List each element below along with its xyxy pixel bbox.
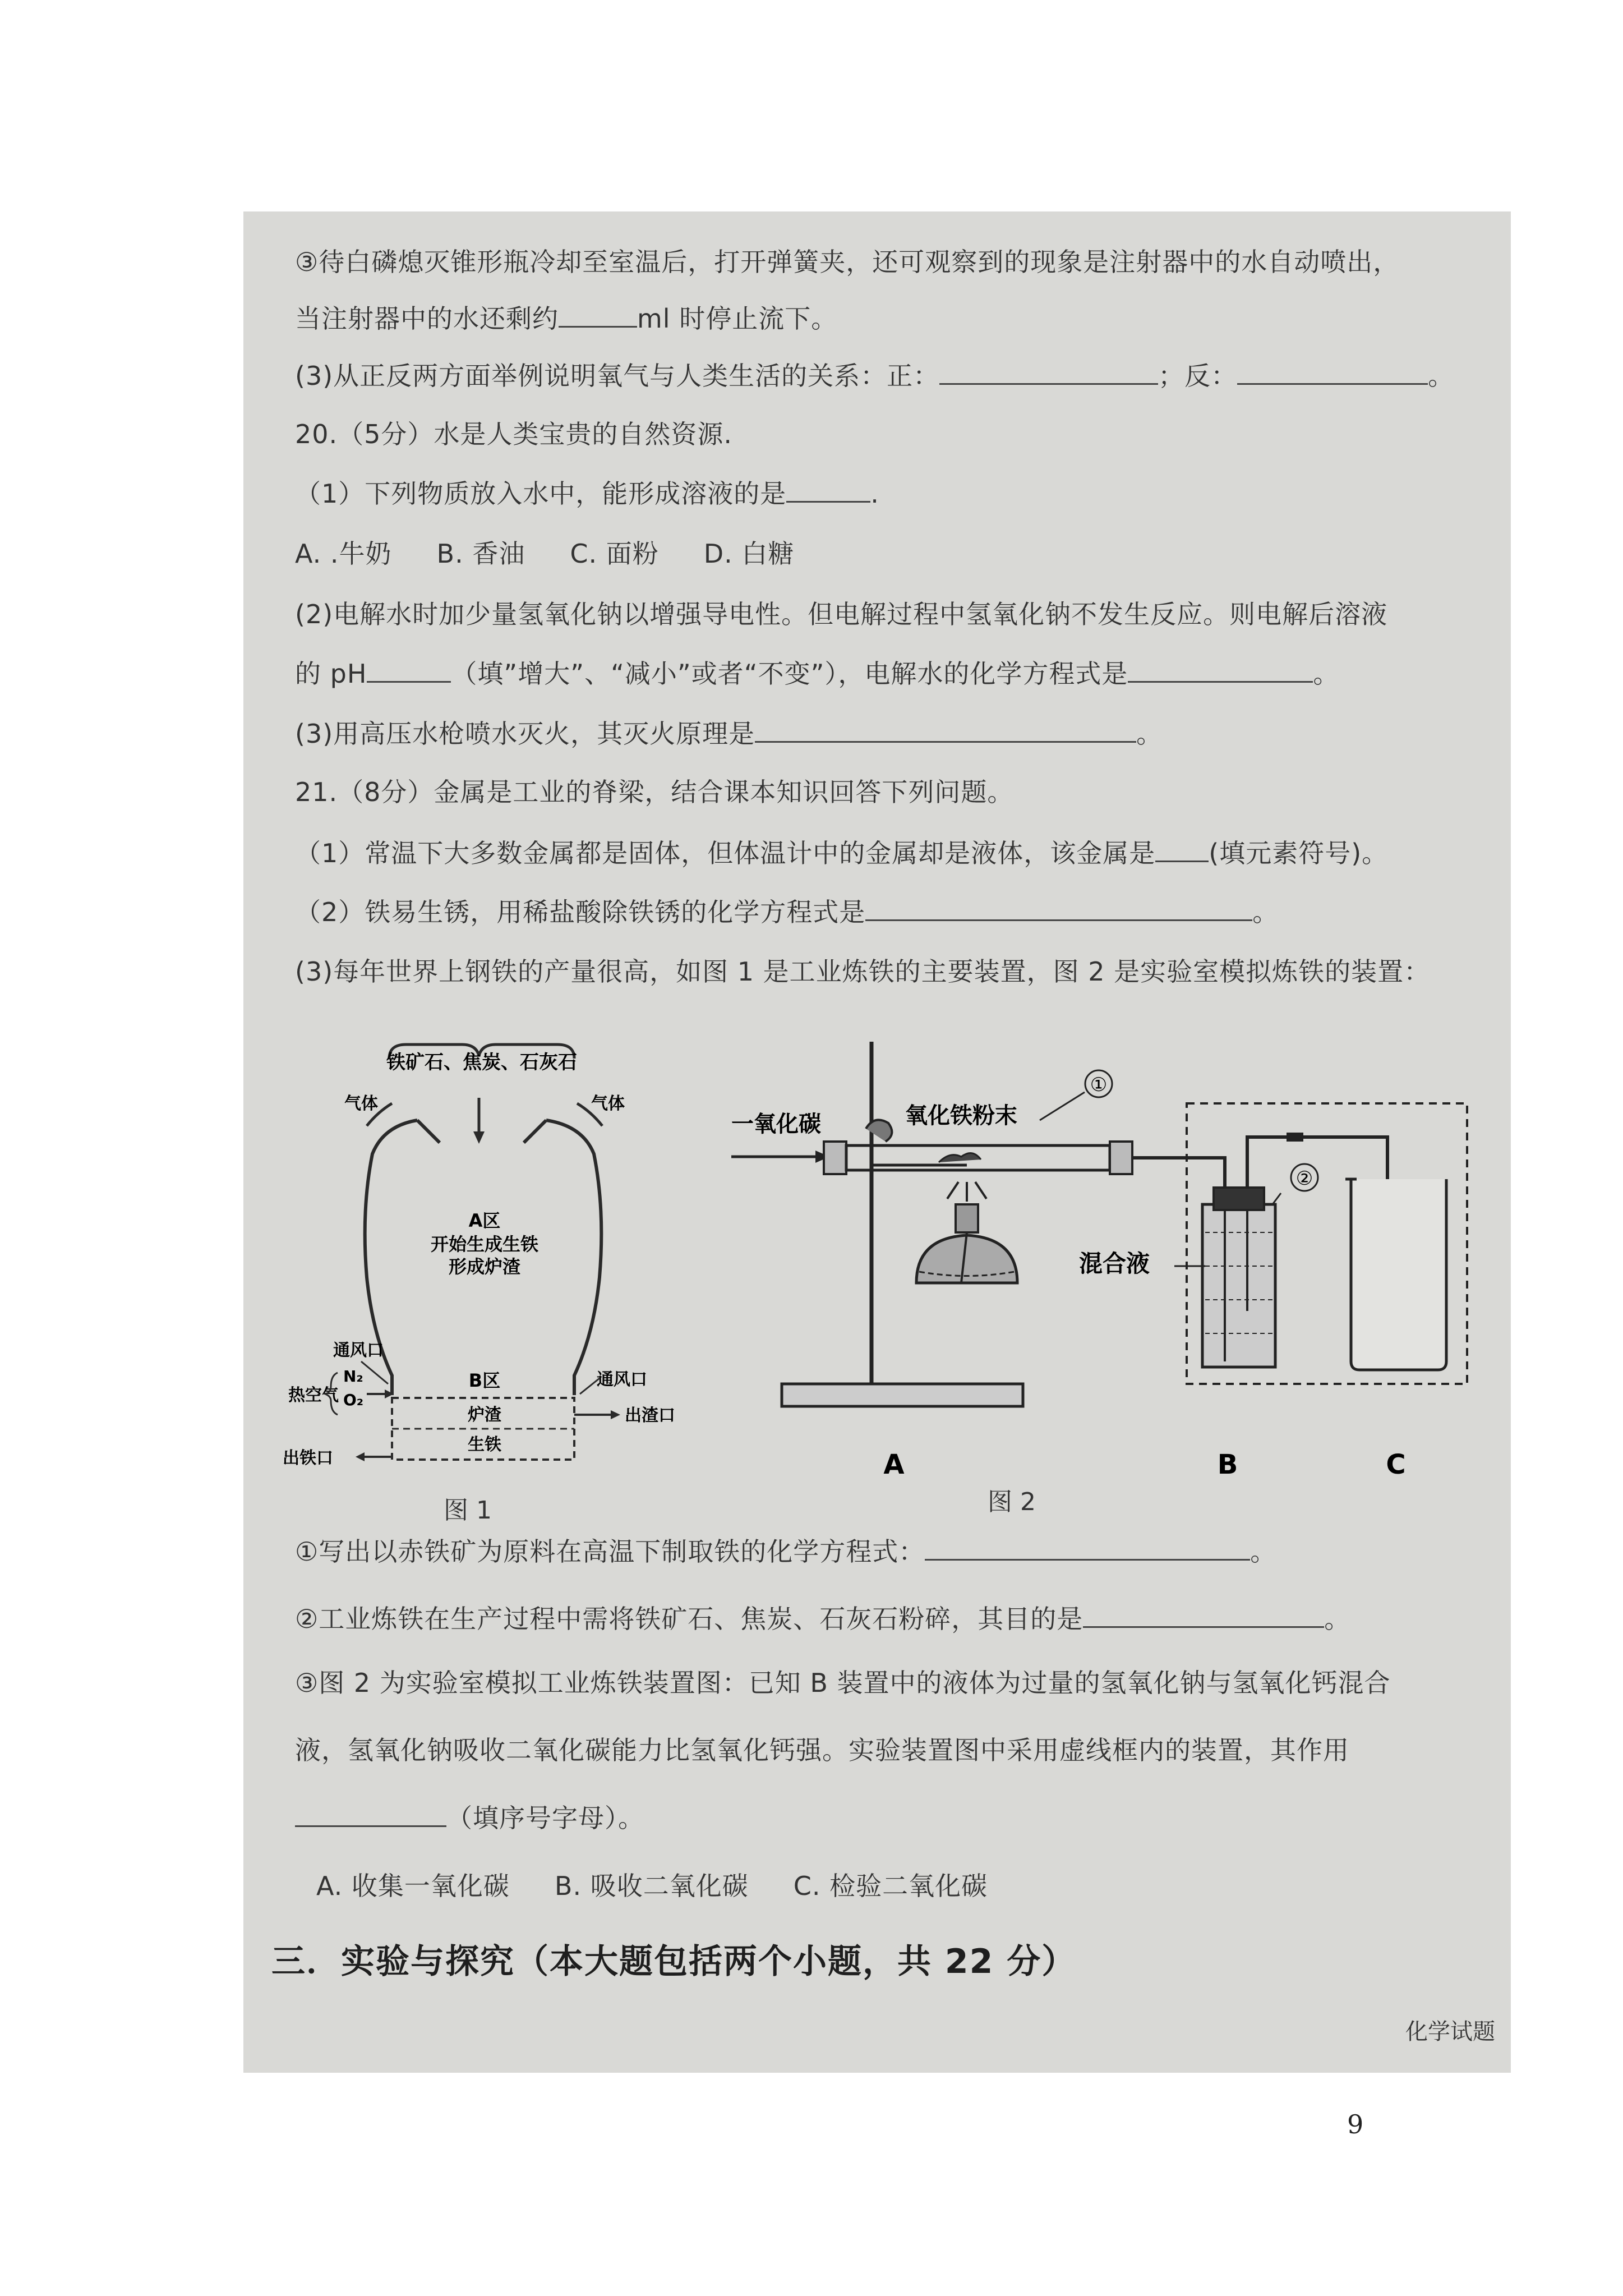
answer-blank[interactable] [755,716,1136,743]
vent-right-label: 通风口 [597,1370,647,1389]
q20-options [295,537,839,570]
gas-label-right: 气体 [591,1094,625,1114]
iron-box-label: 生铁 [468,1435,501,1455]
q19-part3: (3)从正反两方面举例说明氧气与人类生活的关系：正： ；反： 。 [295,358,1454,393]
zone-b-label: B区 [468,1370,501,1391]
answer-blank[interactable] [925,1534,1250,1561]
q20-part2b: 的 pH （填”增大”、“减小”或者“不变”），电解水的化学方程式是 。 [295,656,1339,691]
footer-subject-tag: 化学试题 [1405,2019,1495,2045]
n2-label: N₂ [343,1367,363,1386]
answer-blank[interactable] [367,656,451,683]
q19-line-3a: ③待白磷熄灭锥形瓶冷却至室温后，打开弹簧夹，还可观察到的现象是注射器中的水自动喷出， [295,247,1400,277]
page-number: 9 [1347,2109,1364,2139]
label-c: C [1386,1449,1406,1480]
slag-exit-label: 出渣口 [625,1406,675,1425]
answer-blank[interactable] [1083,1602,1324,1628]
iron-exit-label: 出铁口 [283,1448,333,1468]
answer-blank[interactable] [295,1801,446,1827]
fe2o3-label: 氧化铁粉末 [905,1103,1017,1129]
answer-blank[interactable] [865,895,1252,921]
mix-label: 混合液 [1079,1250,1150,1277]
q21-sub3a: ③图 2 为实验室模拟工业炼铁装置图：已知 B 装置中的液体为过量的氢氧化钠与氢氧化钙混合 [295,1668,1391,1698]
answer-blank[interactable] [559,301,637,328]
label-b: B [1217,1449,1238,1480]
o2-label: O₂ [343,1391,364,1409]
gas-label-left: 气体 [344,1094,378,1114]
q21-sub1: ①写出以赤铁矿为原料在高温下制取铁的化学方程式： 。 [295,1534,1276,1568]
section-3-heading: 三．实验与探究（本大题包括两个小题，共 22 分） [271,1942,1077,1981]
q21-sub3c: （填序号字母）。 [295,1801,644,1835]
answer-blank[interactable] [1128,656,1313,683]
option-b: B. 香油 [436,539,525,569]
scanned-exam-page [243,211,1511,2073]
option-a: A. .牛奶 [295,539,392,569]
answer-blank[interactable] [1237,358,1428,385]
option-c: C. 检验二氧化碳 [793,1871,988,1901]
vent-left-label: 通风口 [333,1341,384,1360]
q21-title: 21.（8分）金属是工业的脊梁，结合课本知识回答下列问题。 [295,777,1014,807]
q20-part1: （1）下列物质放入水中，能形成溶液的是 . [295,476,879,510]
mark-2: ② [1295,1167,1313,1190]
q20-part3: (3)用高压水枪喷水灭火，其灭火原理是 。 [295,716,1163,751]
option-c: C. 面粉 [570,539,659,569]
slag-box-label: 炉渣 [468,1405,501,1425]
q21-sub2: ②工业炼铁在生产过程中需将铁矿石、焦炭、石灰石粉碎，其目的是 。 [295,1602,1350,1636]
answer-blank[interactable] [939,358,1158,385]
q21-part2: （2）铁易生锈，用稀盐酸除铁锈的化学方程式是 。 [295,895,1279,929]
label-a: A [883,1449,905,1480]
zone-a-label: A区 [468,1210,501,1231]
figure-1-blast-furnace [277,1042,726,1535]
q19-line-3b: 当注射器中的水还剩约 ml 时停止流下。 [295,301,837,335]
answer-blank[interactable] [786,476,870,503]
zone-a-desc-2: 形成炉渣 [448,1256,521,1277]
answer-blank[interactable] [1155,836,1209,862]
hot-air-label: 热空气 [288,1386,339,1405]
zone-a-desc-1: 开始生成生铁 [430,1234,539,1255]
q20-part2a: (2)电解水时加少量氢氧化钠以增强导电性。但电解过程中氢氧化钠不发生反应。则电解后溶液 [295,599,1388,629]
figure-1-caption: 图 1 [444,1496,492,1525]
q21-sub3-options [316,1869,1032,1903]
option-d: D. 白糖 [703,539,795,569]
co-label: 一氧化碳 [731,1111,821,1137]
option-a: A. 收集一氧化碳 [316,1871,510,1901]
figure-2-lab-apparatus [726,1030,1500,1524]
q21-part1: （1）常温下大多数金属都是固体，但体温计中的金属却是液体，该金属是 (填元素符号)。 [295,836,1388,870]
q21-sub3b: 液，氢氧化钠吸收二氧化碳能力比氢氧化钙强。实验装置图中采用虚线框内的装置，其作用 [295,1735,1349,1765]
option-b: B. 吸收二氧化碳 [554,1871,749,1901]
figure-2-caption: 图 2 [988,1488,1036,1516]
feed-label: 铁矿石、焦炭、石灰石 [386,1051,577,1074]
q20-title: 20.（5分）水是人类宝贵的自然资源. [295,419,733,449]
q21-part3: (3)每年世界上钢铁的产量很高，如图 1 是工业炼铁的主要装置，图 2 是实验室模拟炼铁的装置： [295,956,1431,987]
mark-1: ① [1090,1074,1108,1096]
